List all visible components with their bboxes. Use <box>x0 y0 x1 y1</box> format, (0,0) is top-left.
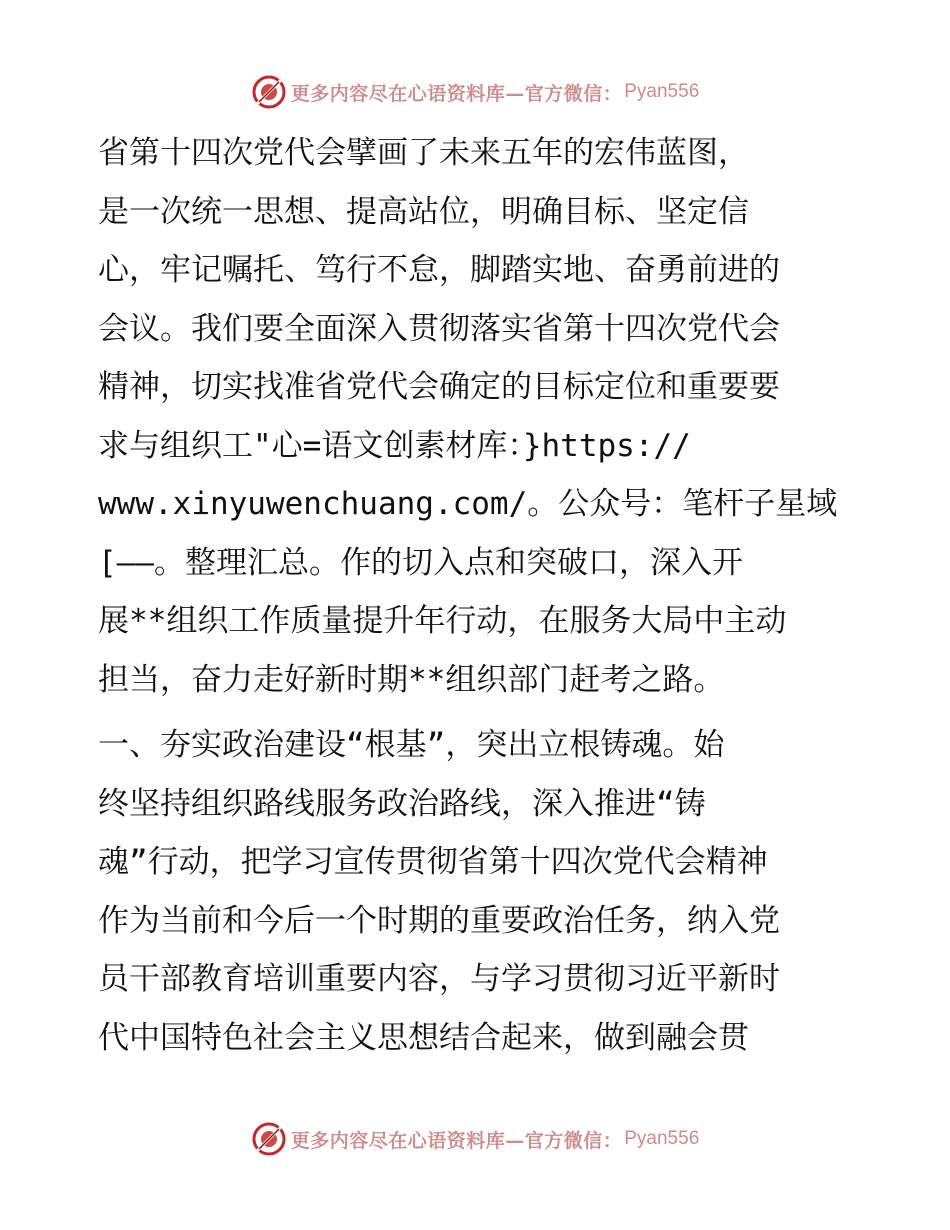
text-line: 员干部教育培训重要内容，与学习贯彻习近平新时 <box>98 961 780 997</box>
paragraph-section-one <box>98 716 858 1067</box>
text-line: 作为当前和今后一个时期的重要政治任务，纳入党 <box>98 902 780 939</box>
text-line: [——。整理汇总。作的切入点和突破口，深入开 <box>98 544 743 581</box>
text-line: 会议。我们要全面深入贯彻落实省第十四次党代会 <box>98 310 780 347</box>
paragraph-intro <box>98 124 858 709</box>
text-line: 心，牢记嘱托、笃行不怠，脚踏实地、奋勇前进的 <box>98 252 780 288</box>
text-line: www.xinyuwenchuang.com/。公众号：笔杆子星域 <box>98 486 838 522</box>
text-line: 是一次统一思想、提高站位，明确目标、坚定信 <box>98 193 749 230</box>
text-line: 一、夯实政治建设“根基”，突出立根铸魂。始 <box>98 727 725 763</box>
text-line: 求与组织工"心=语文创素材库：}https:// <box>98 427 691 464</box>
brand-logo-icon <box>251 1121 287 1157</box>
banner-text: 更多内容尽在心语资料库—官方微信： <box>290 1129 623 1152</box>
banner-wechat-id: Pyan556 <box>624 1128 700 1149</box>
document-body <box>98 124 858 1067</box>
paragraph-spacer <box>98 709 858 716</box>
text-line: 终坚持组织路线服务政治路线，深入推进“铸 <box>98 785 706 822</box>
banner-wechat-id: Pyan556 <box>624 81 700 102</box>
text-line: 担当，奋力走好新时期**组织部门赶考之路。 <box>98 661 725 698</box>
text-line: 展**组织工作质量提升年行动，在服务大局中主动 <box>98 603 787 639</box>
text-line: 省第十四次党代会擘画了未来五年的宏伟蓝图， <box>98 135 749 171</box>
banner-text: 更多内容尽在心语资料库—官方微信： <box>290 82 623 105</box>
header-watermark-banner <box>0 72 950 112</box>
footer-watermark-banner <box>0 1119 950 1159</box>
brand-logo-icon <box>251 74 287 110</box>
text-line: 魂”行动，把学习宣传贯彻省第十四次党代会精神 <box>98 844 768 880</box>
text-line: 代中国特色社会主义思想结合起来，做到融会贯 <box>98 1019 749 1056</box>
text-line: 精神，切实找准省党代会确定的目标定位和重要要 <box>98 369 780 405</box>
